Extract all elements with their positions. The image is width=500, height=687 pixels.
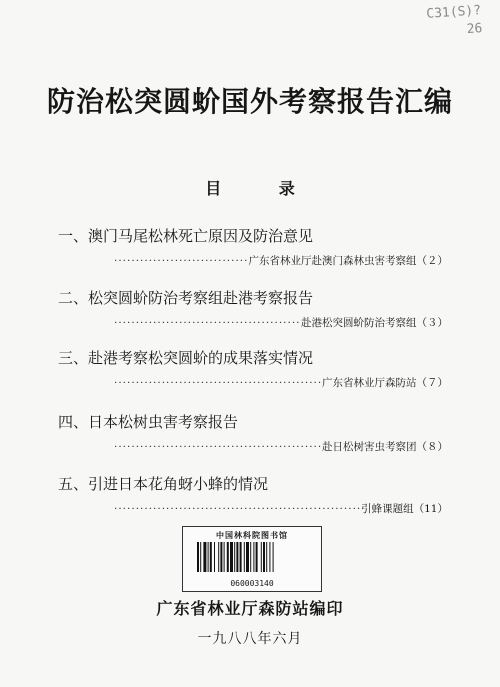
toc-entry-title-line [58,474,448,494]
leader-dots [114,254,249,268]
toc-entry [58,348,448,390]
toc-entry [58,474,448,516]
toc-entry-source: 赴日松树害虫考察团（８） [322,441,448,453]
toc-entry-number: 五、 [58,475,89,493]
toc-entry-title-line [58,348,448,368]
handwritten-line-1: C31(S)? [426,3,482,22]
library-name: 中国林科院图书馆 [216,531,288,540]
toc-entry-source-line [58,502,448,516]
toc-entry-title-line [58,226,448,246]
leader-dots [114,376,322,390]
toc-entry-number: 四、 [58,413,89,431]
toc-entry-title-line [58,412,448,432]
leader-dots [114,502,361,516]
toc-entry-title-line [58,288,448,308]
toc-entry-source: 引蜂课题组（11） [361,503,448,515]
toc-entry [58,412,448,454]
toc-entry-source-line [58,376,448,390]
leader-dots [114,316,301,330]
toc-entry-title: 松突圆蚧防治考察组赴港考察报告 [88,289,314,307]
document-title: 防治松突圆蚧国外考察报告汇编 [46,85,453,118]
toc-entry-source-line [58,316,448,330]
toc-heading: 目 录 [205,179,321,198]
toc-entry-source: 赴港松突圆蚧防治考察组（３） [301,317,448,329]
toc-entry-number: 一、 [58,227,89,245]
barcode-icon [197,542,307,572]
handwritten-call-number [426,2,483,42]
toc-entry-title: 引进日本花角蚜小蜂的情况 [88,475,269,493]
toc-entry-source-line [58,440,448,454]
toc-entry-source: 广东省林业厅赴澳门森林虫害考察组（２） [248,255,448,267]
toc-entry-source: 广东省林业厅森防站（７） [322,377,448,389]
toc-entry-number: 三、 [58,349,89,367]
toc-entry [58,288,448,330]
toc-entry [58,226,448,268]
toc-entry-source-line [58,254,448,268]
toc-entry-title: 日本松树虫害考察报告 [88,413,239,431]
handwritten-line-2: 26 [466,21,484,38]
toc-entry-title: 赴港考察松突圆蚧的成果落实情况 [88,349,314,367]
publisher: 广东省林业厅森防站编印 [156,599,344,618]
toc-entry-title: 澳门马尾松林死亡原因及防治意见 [88,227,314,245]
barcode-number: 060003140 [230,579,274,588]
publication-date: 一九八八年六月 [197,631,303,647]
library-barcode-label [182,526,322,592]
toc-entry-number: 二、 [58,289,89,307]
leader-dots [114,440,322,454]
